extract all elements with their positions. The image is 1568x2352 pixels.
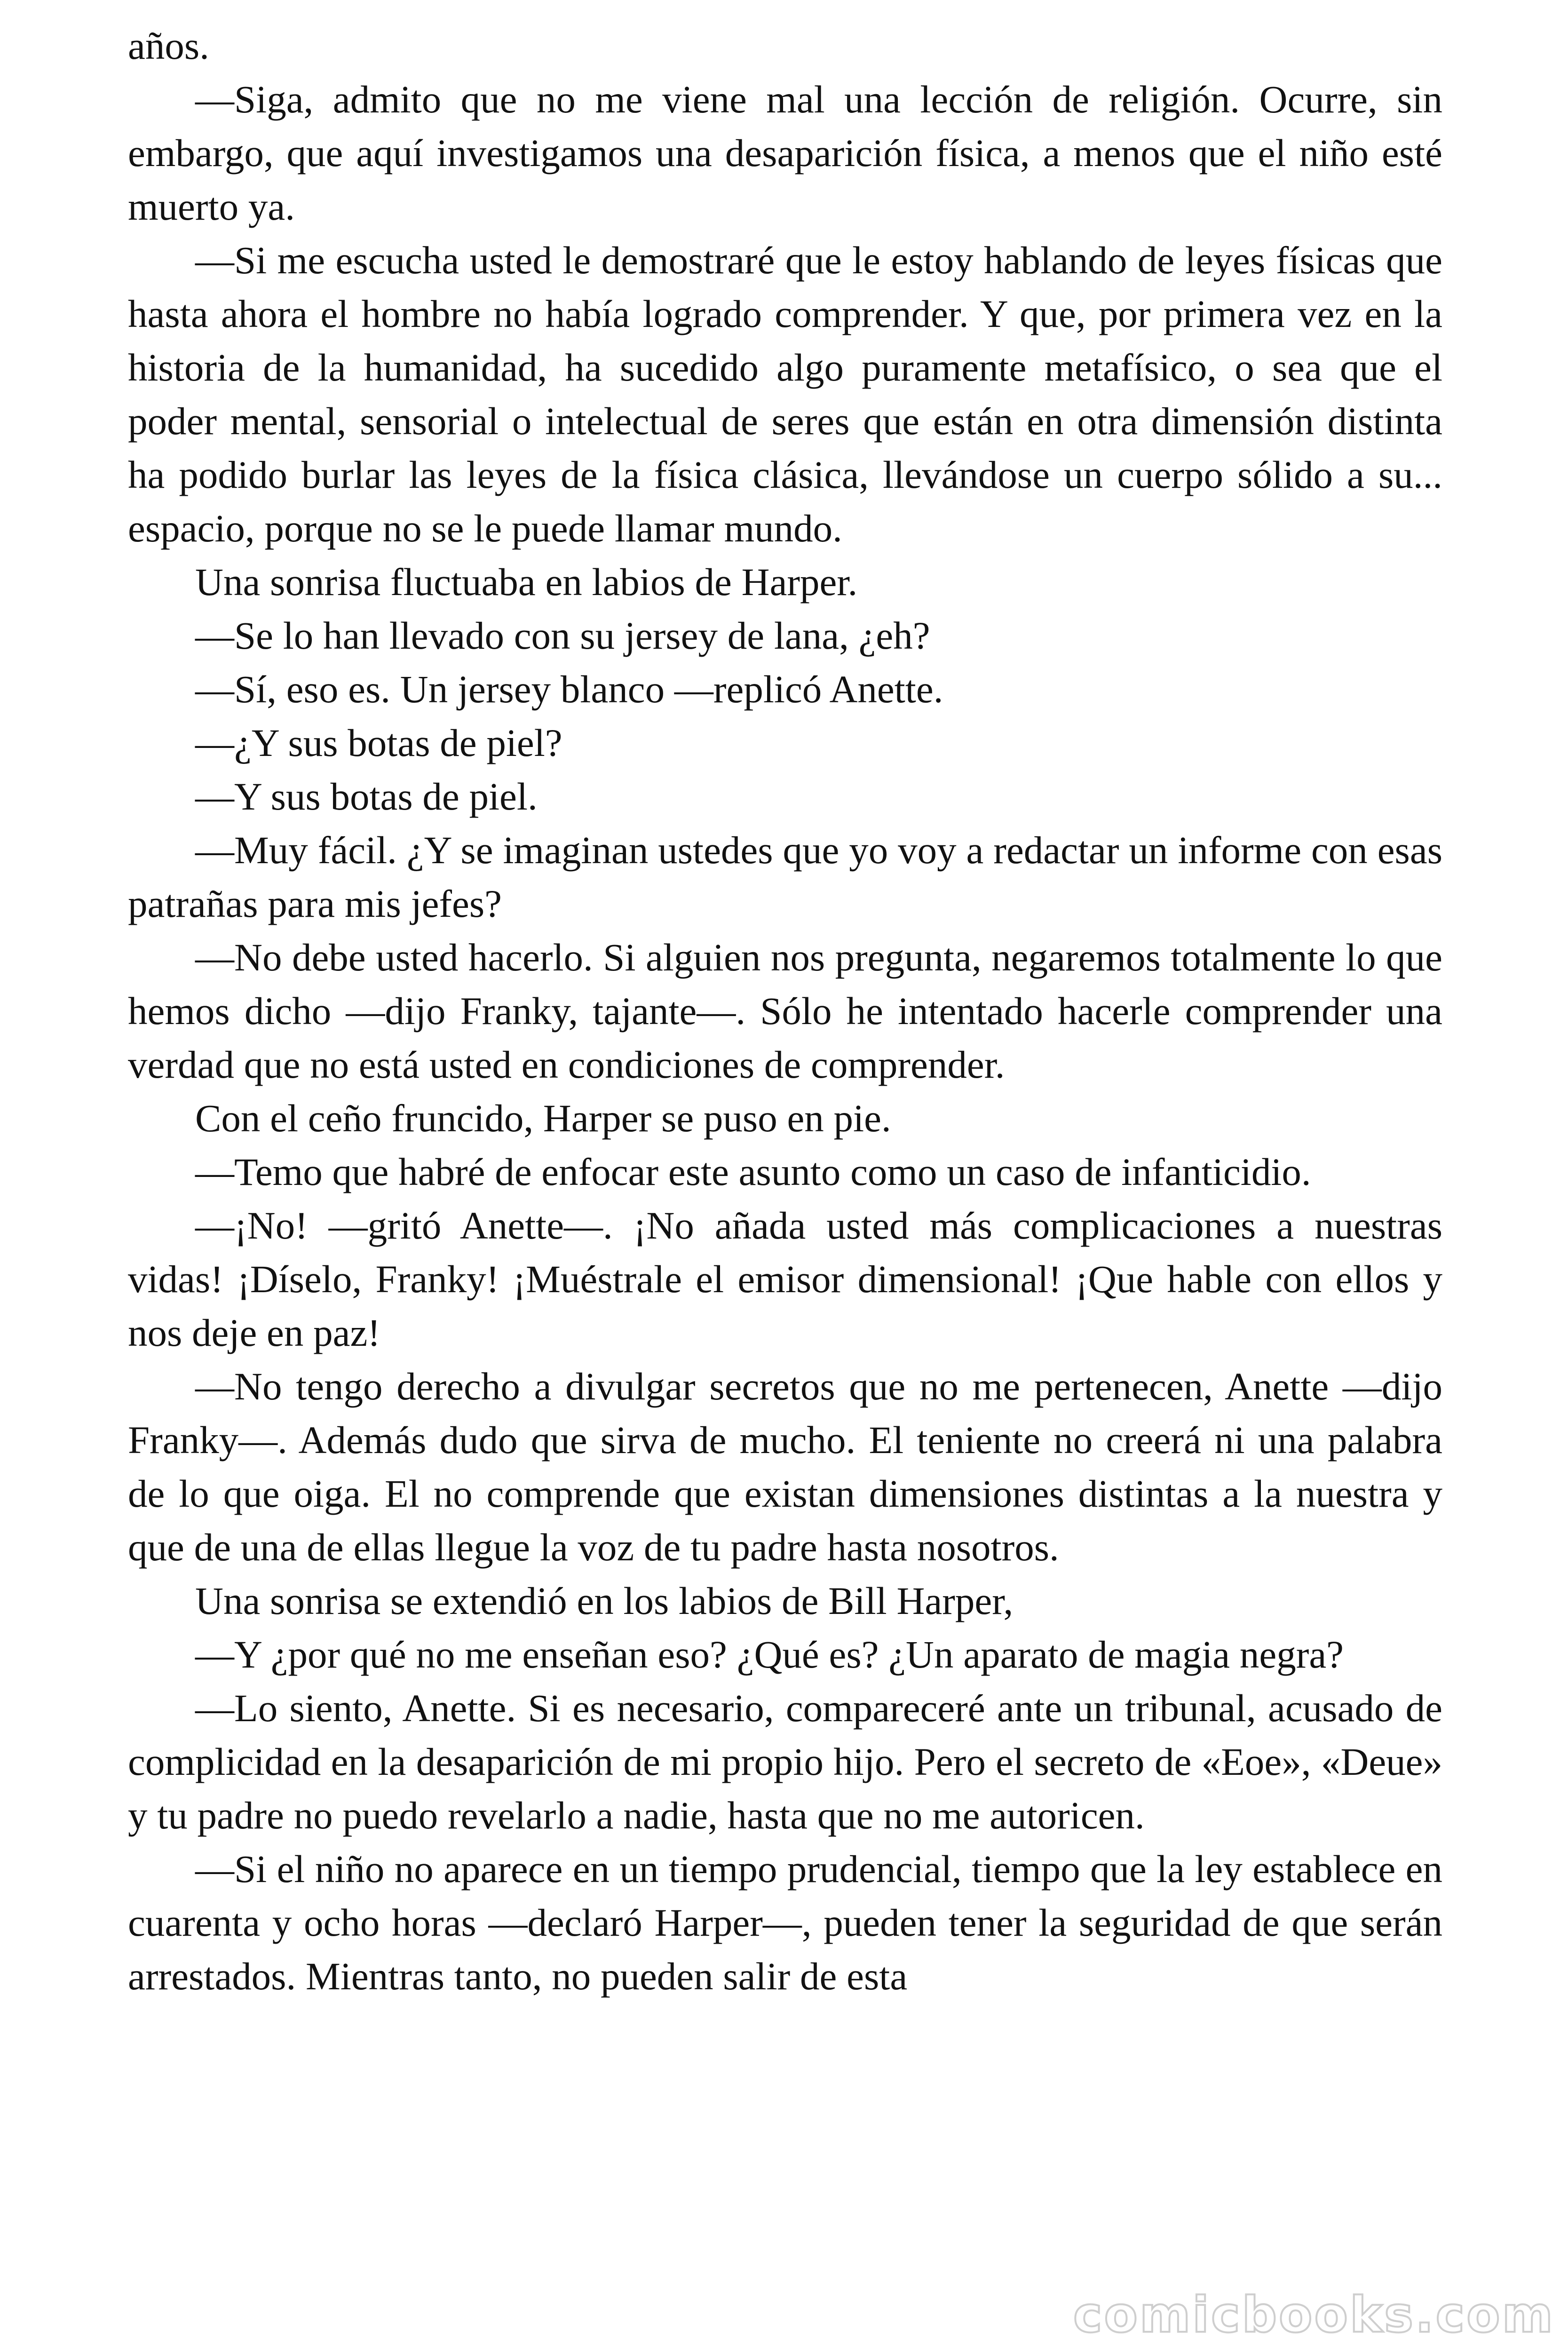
paragraph-3: Una sonrisa fluctuaba en labios de Harper.	[195, 560, 858, 604]
paragraph-4: —Se lo han llevado con su jersey de lana, ¿eh?	[195, 614, 930, 657]
paragraph-13: —No tengo derecho a divulgar secretos que no me pertenecen, Anette —dijo Franky—. Además dudo que sirva de mucho. El teniente no creerá ni una palabra de lo que oiga. El no comprende que existan dimensiones distintas a la nuestra y que de una de ellas llegue la voz de tu padre hasta nosotros.	[128, 1365, 1442, 1569]
paragraph-14: Una sonrisa se extendió en los labios de Bill Harper,	[195, 1579, 1014, 1622]
paragraph-11: —Temo que habré de enfocar este asunto como un caso de infanticidio.	[195, 1150, 1311, 1193]
paragraph-17: —Si el niño no aparece en un tiempo prudencial, tiempo que la ley establece en cuarenta y ocho horas —declaró Harper—, pueden tener la seguridad de que serán arrestados. Mientras tanto, no pueden salir de esta	[128, 1847, 1442, 1998]
paragraph-7: —Y sus botas de piel.	[195, 775, 538, 818]
watermark-text: comicbooks.com	[1073, 2286, 1555, 2344]
paragraph-15: —Y ¿por qué no me enseñan eso? ¿Qué es? ¿Un aparato de magia negra?	[195, 1633, 1344, 1676]
paragraph-2: —Si me escucha usted le demostraré que le estoy hablando de leyes físicas que hasta ahora el hombre no había logrado comprender. Y que, por primera vez en la historia de la humanidad, ha sucedido algo puramente metafísico, o sea que el poder mental, sensorial o intelectual de seres que están en otra dimensión distinta ha podido burlar las leyes de la física clásica, llevándose un cuerpo sólido a su... espacio, porque no se le puede llamar mundo.	[128, 238, 1442, 550]
paragraph-10: Con el ceño fruncido, Harper se puso en pie.	[195, 1097, 891, 1140]
paragraph-16: —Lo siento, Anette. Si es necesario, compareceré ante un tribunal, acusado de complicidad en la desaparición de mi propio hijo. Pero el secreto de «Eoe», «Deue» y tu padre no puedo revelarlo a nadie, hasta que no me autoricen.	[128, 1686, 1442, 1837]
paragraph-8: —Muy fácil. ¿Y se imaginan ustedes que yo voy a redactar un informe con esas patrañas para mis jefes?	[128, 828, 1442, 925]
paragraph-1: —Siga, admito que no me viene mal una lección de religión. Ocurre, sin embargo, que aquí investigamos una desaparición física, a menos que el niño esté muerto ya.	[128, 78, 1442, 228]
paragraph-6: —¿Y sus botas de piel?	[195, 721, 562, 764]
paragraph-9: —No debe usted hacerlo. Si alguien nos pregunta, negaremos totalmente lo que hemos dicho —dijo Franky, tajante—. Sólo he intentado hacerle comprender una verdad que no está usted en condiciones de comprender.	[128, 936, 1442, 1086]
page-text	[128, 19, 1442, 2003]
paragraph-12: —¡No! —gritó Anette—. ¡No añada usted más complicaciones a nuestras vidas! ¡Díselo, Franky! ¡Muéstrale el emisor dimensional! ¡Que hable con ellos y nos deje en paz!	[128, 1204, 1442, 1354]
paragraph-5: —Sí, eso es. Un jersey blanco —replicó Anette.	[195, 667, 943, 711]
paragraph-0: años.	[128, 24, 209, 67]
